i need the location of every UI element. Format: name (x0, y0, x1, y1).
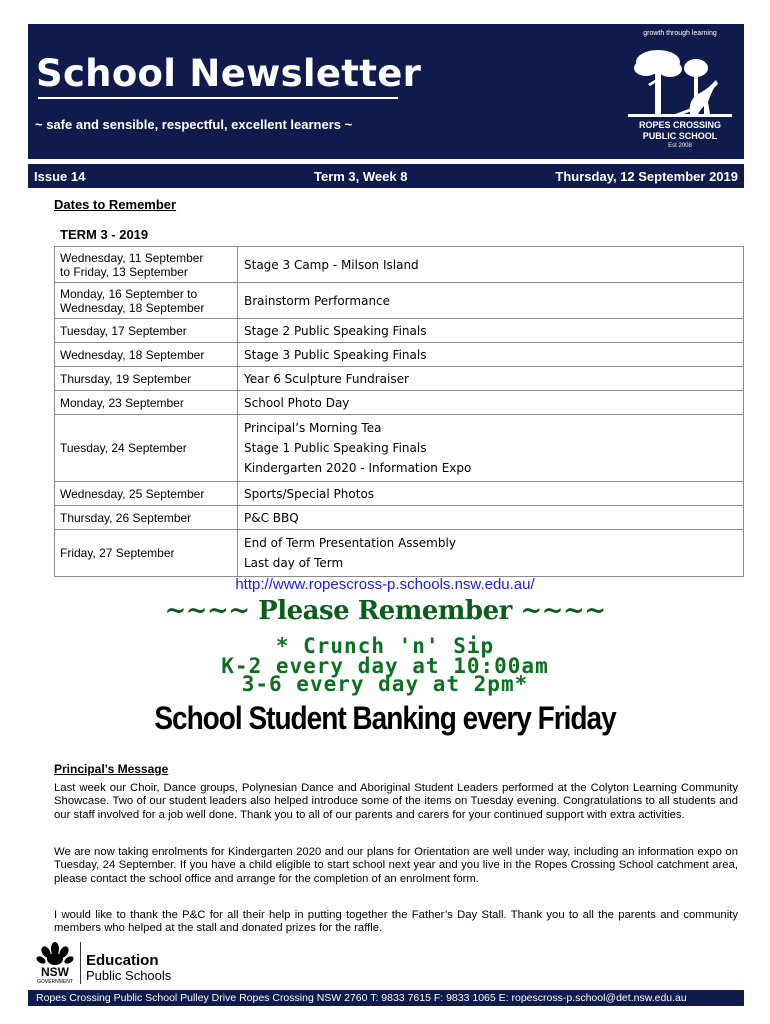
event-description: Brainstorm Performance (238, 283, 744, 319)
event-date: Monday, 16 September to Wednesday, 18 September (55, 283, 238, 319)
event-description: P&C BBQ (238, 506, 744, 530)
title-underline (38, 97, 398, 99)
event-date: Wednesday, 25 September (55, 482, 238, 506)
please-remember-heading: ~~~~ Please Remember ~~~~ (164, 596, 606, 626)
event-description: School Photo Day (238, 391, 744, 415)
event-date: Tuesday, 17 September (55, 319, 238, 343)
table-row (55, 506, 744, 530)
event-description: Stage 3 Camp - Milson Island (238, 247, 744, 283)
table-row (55, 319, 744, 343)
crunch-k2-time: K-2 every day at 10:00am (221, 654, 549, 678)
nsw-wordmark: NSW (41, 965, 69, 979)
crunch-3-6-time: 3-6 every day at 2pm* (241, 672, 529, 696)
public-schools-label: Public Schools (86, 968, 172, 983)
event-date: Wednesday, 11 September to Friday, 13 September (55, 247, 238, 283)
tree-kangaroo-icon (628, 44, 732, 118)
issue-number: Issue 14 (34, 169, 86, 184)
nsw-education-logo (32, 940, 212, 984)
newsletter-title: School Newsletter (36, 52, 422, 95)
issue-date: Thursday, 12 September 2019 (555, 169, 738, 184)
term-heading: TERM 3 - 2019 (60, 227, 149, 242)
logo-established: Est 2008 (668, 143, 692, 149)
event-date: Thursday, 19 September (55, 367, 238, 391)
event-description: Stage 3 Public Speaking Finals (238, 343, 744, 367)
logo-divider (80, 942, 81, 984)
message-paragraph: I would like to thank the P&C for all their help in putting together the Father’s Day Stall. Thank you to all the parents and community members who helped at the stall and donated prizes for the raffle. (54, 909, 738, 935)
banking-reminder: School Student Banking every Friday (154, 700, 616, 736)
dates-heading: Dates to Remember (54, 197, 177, 212)
waratah-icon (32, 940, 78, 984)
event-date: Friday, 27 September (55, 530, 238, 577)
school-logo (618, 28, 742, 156)
message-paragraph: We are now taking enrolments for Kindergarten 2020 and our plans for Orientation are well under way, including an information expo on Tuesday, 24 September. If you have a child eligible to start school next year and you live in the Ropes Crossing School catchment area, please contact the school office and arrange for the completion of an enrolment form. (54, 846, 738, 885)
events-table (54, 246, 744, 577)
table-row (55, 415, 744, 482)
education-label: Education (86, 952, 159, 969)
header-banner (28, 24, 744, 159)
school-tagline: ~ safe and sensible, respectful, excellent learners ~ (35, 117, 353, 132)
table-row (55, 530, 744, 577)
event-description: End of Term Presentation Assembly Last day of Term (238, 530, 744, 577)
event-description: Stage 2 Public Speaking Finals (238, 319, 744, 343)
event-description: Principal’s Morning Tea Stage 1 Public Speaking Finals Kindergarten 2020 - Information Expo (238, 415, 744, 482)
event-date: Wednesday, 18 September (55, 343, 238, 367)
table-row (55, 367, 744, 391)
event-date: Thursday, 26 September (55, 506, 238, 530)
contact-footer: Ropes Crossing Public School Pulley Drive Ropes Crossing NSW 2760 T: 9833 7615 F: 9833 1065 E: ropescross-p.school@det.nsw.edu.au (28, 990, 744, 1006)
school-website-link[interactable]: http://www.ropescross-p.schools.nsw.edu.au/ (235, 576, 535, 593)
logo-motto: growth through learning (643, 30, 717, 37)
table-row (55, 283, 744, 319)
logo-school-name-line2: PUBLIC SCHOOL (642, 131, 718, 141)
message-paragraph: Last week our Choir, Dance groups, Polynesian Dance and Aboriginal Student Leaders performed at the Colyton Learning Community Showcase. Two of our student leaders also helped introduce some of the items on Tuesday evening. Congratulations to all students and our staff involved for a job well done. Thank you to all of our parents and carers for your continued support with extra activities. (54, 782, 738, 821)
event-description: Sports/Special Photos (238, 482, 744, 506)
table-row (55, 247, 744, 283)
table-row (55, 343, 744, 367)
event-description: Year 6 Sculpture Fundraiser (238, 367, 744, 391)
government-wordmark: GOVERNMENT (37, 979, 73, 984)
logo-school-name-line1: ROPES CROSSING (638, 120, 721, 130)
term-week: Term 3, Week 8 (314, 169, 408, 184)
issue-bar (28, 164, 744, 188)
table-row (55, 482, 744, 506)
event-date: Monday, 23 September (55, 391, 238, 415)
event-date: Tuesday, 24 September (55, 415, 238, 482)
table-row (55, 391, 744, 415)
principal-message-heading: Principal’s Message (54, 762, 169, 776)
crunch-n-sip-line: * Crunch 'n' Sip (275, 634, 495, 658)
